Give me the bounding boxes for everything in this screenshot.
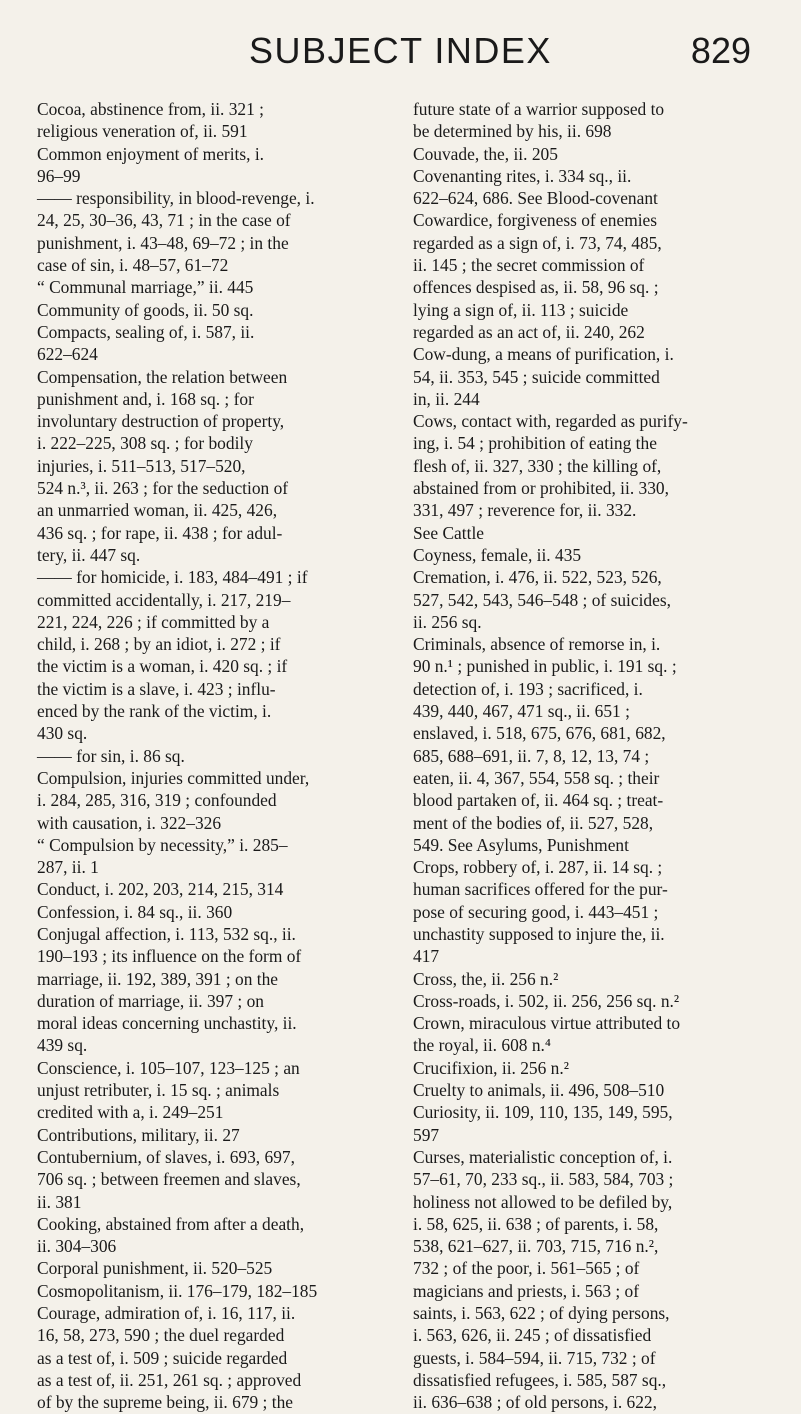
- index-entry: [37, 276, 377, 298]
- index-entry: [37, 1302, 377, 1413]
- index-entry: [37, 1213, 377, 1258]
- index-line: regarded as a sign of, i. 73, 74, 485,: [413, 232, 662, 253]
- index-line: Cross-roads, i. 502, ii. 256, 256 sq. n.²: [413, 990, 680, 1011]
- index-line: flesh of, ii. 327, 330 ; the killing of,: [413, 455, 662, 476]
- index-line: punishment, i. 43–48, 69–72 ; in the: [37, 232, 289, 253]
- index-line: Crucifixion, ii. 256 n.²: [413, 1057, 569, 1078]
- index-entry: [37, 98, 377, 143]
- index-entry: [37, 878, 377, 900]
- index-line: enced by the rank of the victim, i.: [37, 701, 272, 722]
- index-entry: [37, 566, 377, 744]
- index-line: —— responsibility, in blood-revenge, i.: [37, 188, 315, 209]
- index-line: 57–61, 70, 233 sq., ii. 583, 584, 703 ;: [413, 1169, 674, 1190]
- index-entry: [413, 410, 768, 544]
- index-entry: [413, 1012, 768, 1057]
- index-line: ment of the bodies of, ii. 527, 528,: [413, 812, 654, 833]
- index-line: ii. 636–638 ; of old persons, i. 622,: [413, 1392, 657, 1413]
- index-line: Criminals, absence of remorse in, i.: [413, 634, 661, 655]
- index-line: injuries, i. 511–513, 517–520,: [37, 455, 246, 476]
- index-line: involuntary destruction of property,: [37, 411, 285, 432]
- index-line: an unmarried woman, ii. 425, 426,: [37, 500, 278, 521]
- index-line: Common enjoyment of merits, i.: [37, 143, 265, 164]
- index-line: as a test of, ii. 251, 261 sq. ; approved: [37, 1369, 302, 1390]
- index-line: detection of, i. 193 ; sacrificed, i.: [413, 678, 643, 699]
- index-line: 436 sq. ; for rape, ii. 438 ; for adul-: [37, 522, 283, 543]
- index-line: guests, i. 584–594, ii. 715, 732 ; of: [413, 1347, 656, 1368]
- index-line: ii. 304–306: [37, 1236, 117, 1257]
- index-line: Conduct, i. 202, 203, 214, 215, 314: [37, 879, 284, 900]
- index-line: enslaved, i. 518, 675, 676, 681, 682,: [413, 723, 666, 744]
- index-line: punishment and, i. 168 sq. ; for: [37, 388, 254, 409]
- index-line: Crops, robbery of, i. 287, ii. 14 sq. ;: [413, 857, 663, 878]
- index-line: 685, 688–691, ii. 7, 8, 12, 13, 74 ;: [413, 745, 650, 766]
- index-line: Cows, contact with, regarded as purify-: [413, 411, 688, 432]
- index-line: human sacrifices offered for the pur-: [413, 879, 668, 900]
- index-line: regarded as an act of, ii. 240, 262: [413, 321, 645, 342]
- index-line: case of sin, i. 48–57, 61–72: [37, 255, 229, 276]
- index-line: 430 sq.: [37, 723, 88, 744]
- index-line: ing, i. 54 ; prohibition of eating the: [413, 433, 657, 454]
- index-entry: [413, 209, 768, 343]
- index-line: 190–193 ; its influence on the form of: [37, 946, 302, 967]
- index-line: See Cattle: [413, 522, 484, 543]
- index-entry: [413, 856, 768, 967]
- index-line: blood partaken of, ii. 464 sq. ; treat-: [413, 790, 664, 811]
- index-line: dissatisfied refugees, i. 585, 587 sq.,: [413, 1369, 667, 1390]
- index-entry: [37, 143, 377, 188]
- index-line: “ Compulsion by necessity,” i. 285–: [37, 834, 288, 855]
- index-line: of by the supreme being, ii. 679 ; the: [37, 1392, 293, 1413]
- index-entry: [413, 143, 768, 165]
- index-line: with causation, i. 322–326: [37, 812, 222, 833]
- index-line: offences despised as, ii. 58, 96 sq. ;: [413, 277, 659, 298]
- right-column: [413, 98, 768, 1414]
- index-entry: [37, 1124, 377, 1146]
- index-line: abstained from or prohibited, ii. 330,: [413, 478, 669, 499]
- index-line: ii. 381: [37, 1191, 82, 1212]
- index-entry: [37, 923, 377, 1057]
- index-line: i. 563, 626, ii. 245 ; of dissatisfied: [413, 1325, 652, 1346]
- index-entry: [37, 187, 377, 276]
- index-entry: [413, 1101, 768, 1146]
- index-line: 331, 497 ; reverence for, ii. 332.: [413, 500, 637, 521]
- index-line: Compacts, sealing of, i. 587, ii.: [37, 321, 255, 342]
- index-line: 527, 542, 543, 546–548 ; of suicides,: [413, 589, 671, 610]
- index-line: Cowardice, forgiveness of enemies: [413, 210, 658, 231]
- index-line: Covenanting rites, i. 334 sq., ii.: [413, 165, 632, 186]
- index-line: as a test of, i. 509 ; suicide regarded: [37, 1347, 288, 1368]
- index-line: in, ii. 244: [413, 388, 480, 409]
- index-line: holiness not allowed to be defiled by,: [413, 1191, 673, 1212]
- index-line: Compensation, the relation between: [37, 366, 288, 387]
- index-line: Cow-dung, a means of purification, i.: [413, 344, 674, 365]
- index-line: 439 sq.: [37, 1035, 88, 1056]
- index-line: 706 sq. ; between freemen and slaves,: [37, 1169, 301, 1190]
- index-entry: [413, 98, 768, 143]
- index-line: 24, 25, 30–36, 43, 71 ; in the case of: [37, 210, 291, 231]
- index-line: Confession, i. 84 sq., ii. 360: [37, 901, 233, 922]
- index-line: —— for homicide, i. 183, 484–491 ; if: [37, 567, 308, 588]
- index-line: religious veneration of, ii. 591: [37, 121, 248, 142]
- index-line: lying a sign of, ii. 113 ; suicide: [413, 299, 629, 320]
- index-line: the royal, ii. 608 n.⁴: [413, 1035, 551, 1056]
- left-column: [37, 98, 377, 1414]
- index-line: 417: [413, 946, 440, 967]
- index-line: —— for sin, i. 86 sq.: [37, 745, 185, 766]
- index-line: 221, 224, 226 ; if committed by a: [37, 611, 270, 632]
- index-line: 538, 621–627, ii. 703, 715, 716 n.²,: [413, 1236, 659, 1257]
- index-entry: [413, 343, 768, 410]
- index-line: 622–624: [37, 344, 98, 365]
- index-line: Cocoa, abstinence from, ii. 321 ;: [37, 99, 264, 119]
- index-line: Crown, miraculous virtue attributed to: [413, 1013, 681, 1034]
- index-line: tery, ii. 447 sq.: [37, 544, 141, 565]
- index-entry: [37, 1280, 377, 1302]
- index-line: ii. 145 ; the secret commission of: [413, 255, 645, 276]
- index-line: Cruelty to animals, ii. 496, 508–510: [413, 1080, 665, 1101]
- index-line: committed accidentally, i. 217, 219–: [37, 589, 291, 610]
- index-line: Cooking, abstained from after a death,: [37, 1213, 305, 1234]
- index-line: future state of a warrior supposed to: [413, 99, 665, 119]
- index-line: Conjugal affection, i. 113, 532 sq., ii.: [37, 923, 296, 944]
- index-line: i. 222–225, 308 sq. ; for bodily: [37, 433, 253, 454]
- index-line: Compulsion, injuries committed under,: [37, 767, 310, 788]
- index-line: 732 ; of the poor, i. 561–565 ; of: [413, 1258, 640, 1279]
- index-line: Courage, admiration of, i. 16, 117, ii.: [37, 1303, 296, 1324]
- index-entry: [413, 165, 768, 210]
- index-entry: [413, 633, 768, 856]
- index-entry: [37, 299, 377, 321]
- index-line: Cross, the, ii. 256 n.²: [413, 968, 559, 989]
- index-line: 54, ii. 353, 545 ; suicide committed: [413, 366, 660, 387]
- page-header: [0, 24, 801, 84]
- index-entry: [37, 366, 377, 567]
- index-line: Curses, materialistic conception of, i.: [413, 1146, 673, 1167]
- index-line: 439, 440, 467, 471 sq., ii. 651 ;: [413, 701, 630, 722]
- index-line: Contributions, military, ii. 27: [37, 1124, 240, 1145]
- index-line: 549. See Asylums, Punishment: [413, 834, 629, 855]
- index-line: Couvade, the, ii. 205: [413, 143, 558, 164]
- index-line: 96–99: [37, 165, 81, 186]
- index-line: 90 n.¹ ; punished in public, i. 191 sq. ;: [413, 656, 677, 677]
- index-entry: [413, 990, 768, 1012]
- index-line: the victim is a woman, i. 420 sq. ; if: [37, 656, 288, 677]
- index-line: ii. 256 sq.: [413, 611, 482, 632]
- index-line: Curiosity, ii. 109, 110, 135, 149, 595,: [413, 1102, 673, 1123]
- index-line: 16, 58, 273, 590 ; the duel regarded: [37, 1325, 285, 1346]
- index-entry: [413, 544, 768, 566]
- index-line: unjust retributer, i. 15 sq. ; animals: [37, 1080, 280, 1101]
- index-line: Cremation, i. 476, ii. 522, 523, 526,: [413, 567, 662, 588]
- index-line: credited with a, i. 249–251: [37, 1102, 224, 1123]
- index-line: be determined by his, ii. 698: [413, 121, 612, 142]
- index-entry: [413, 1057, 768, 1079]
- page-number: 829: [690, 30, 751, 71]
- index-line: duration of marriage, ii. 397 ; on: [37, 990, 264, 1011]
- index-entry: [37, 834, 377, 879]
- index-line: Contubernium, of slaves, i. 693, 697,: [37, 1146, 295, 1167]
- index-entry: [413, 566, 768, 633]
- index-line: 524 n.³, ii. 263 ; for the seduction of: [37, 478, 289, 499]
- running-title: SUBJECT INDEX: [249, 30, 552, 71]
- index-line: 622–624, 686. See Blood-covenant: [413, 188, 658, 209]
- index-line: Community of goods, ii. 50 sq.: [37, 299, 254, 320]
- index-line: i. 284, 285, 316, 319 ; confounded: [37, 790, 277, 811]
- index-entry: [37, 767, 377, 834]
- index-line: marriage, ii. 192, 389, 391 ; on the: [37, 968, 279, 989]
- index-entry: [37, 901, 377, 923]
- index-entry: [413, 1146, 768, 1414]
- index-line: i. 58, 625, ii. 638 ; of parents, i. 58,: [413, 1213, 659, 1234]
- index-line: Conscience, i. 105–107, 123–125 ; an: [37, 1057, 300, 1078]
- index-line: “ Communal marriage,” ii. 445: [37, 277, 254, 298]
- index-entry: [37, 1146, 377, 1213]
- index-line: unchastity supposed to injure the, ii.: [413, 923, 665, 944]
- index-entry: [37, 1257, 377, 1279]
- index-line: saints, i. 563, 622 ; of dying persons,: [413, 1303, 670, 1324]
- index-line: Cosmopolitanism, ii. 176–179, 182–185: [37, 1280, 318, 1301]
- index-line: magicians and priests, i. 563 ; of: [413, 1280, 640, 1301]
- index-line: moral ideas concerning unchastity, ii.: [37, 1013, 297, 1034]
- index-entry: [37, 321, 377, 366]
- index-entry: [413, 1079, 768, 1101]
- index-line: eaten, ii. 4, 367, 554, 558 sq. ; their: [413, 767, 660, 788]
- index-line: Coyness, female, ii. 435: [413, 544, 582, 565]
- index-entry: [37, 1057, 377, 1124]
- index-line: 597: [413, 1124, 440, 1145]
- index-line: Corporal punishment, ii. 520–525: [37, 1258, 273, 1279]
- index-entry: [37, 745, 377, 767]
- index-entry: [413, 968, 768, 990]
- index-line: 287, ii. 1: [37, 857, 99, 878]
- index-line: child, i. 268 ; by an idiot, i. 272 ; if: [37, 634, 281, 655]
- index-line: pose of securing good, i. 443–451 ;: [413, 901, 659, 922]
- index-line: the victim is a slave, i. 423 ; influ-: [37, 678, 276, 699]
